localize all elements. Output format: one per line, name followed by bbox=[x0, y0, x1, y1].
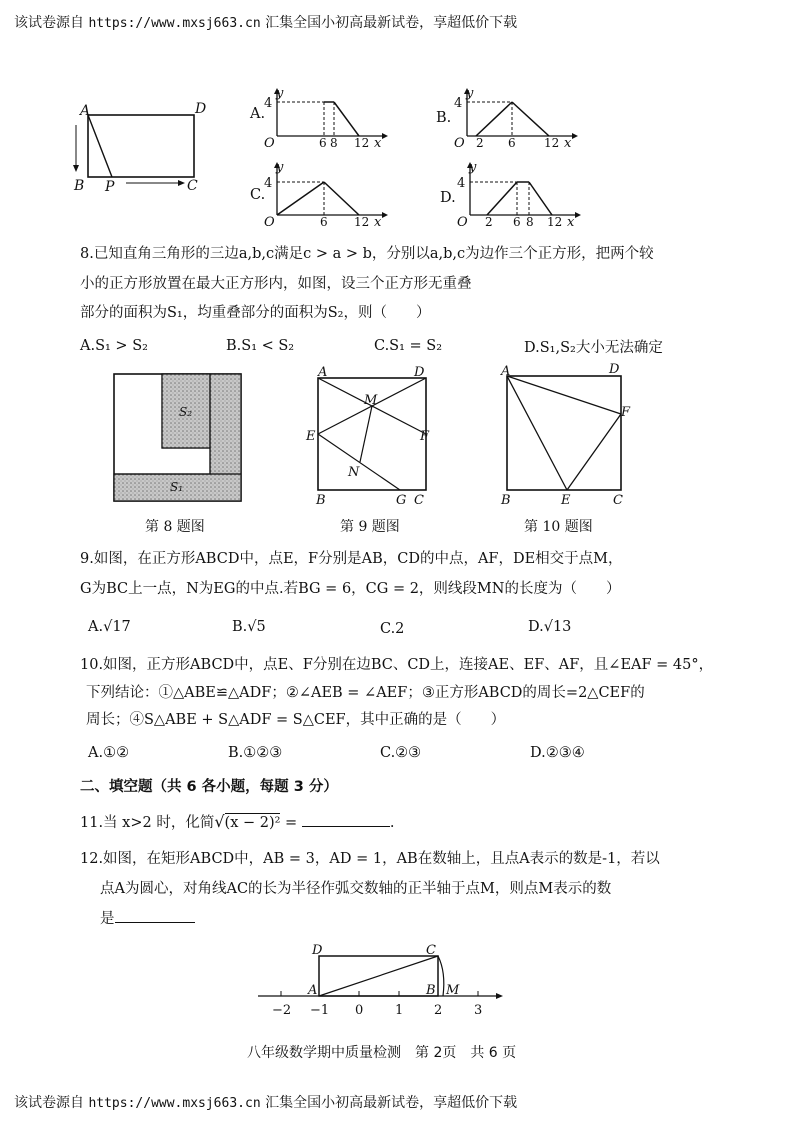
q9-line-2: G为BC上一点，N为EG的中点.若BG = 6，CG = 2，则线段MN的长度为（ ） bbox=[80, 581, 621, 597]
q11-end: . bbox=[389, 815, 395, 831]
q12-line-3-text: 是 bbox=[100, 911, 115, 927]
svg-text:12: 12 bbox=[354, 136, 370, 148]
svg-text:6: 6 bbox=[320, 215, 328, 228]
svg-text:C: C bbox=[414, 493, 424, 508]
q9-option-c[interactable]: C.2 bbox=[380, 621, 405, 637]
svg-text:6: 6 bbox=[319, 136, 327, 148]
source-footer bbox=[14, 1092, 517, 1112]
svg-text:B: B bbox=[501, 493, 511, 508]
svg-text:0: 0 bbox=[355, 1003, 364, 1018]
q11-answer-blank[interactable] bbox=[302, 812, 390, 827]
footer-url[interactable]: https://www.mxsj663.cn bbox=[88, 1096, 261, 1111]
q8-line-3: 部分的面积为S₁，均重叠部分的面积为S₂，则（ ） bbox=[80, 305, 431, 321]
svg-text:G: G bbox=[396, 493, 407, 508]
svg-text:D: D bbox=[414, 365, 425, 380]
q7-option-a-graph bbox=[262, 86, 392, 148]
sqrt-symbol: √ bbox=[214, 812, 225, 831]
footer-prefix: 该试卷源自 bbox=[14, 1095, 84, 1111]
svg-text:12: 12 bbox=[547, 215, 563, 228]
q12-line-3 bbox=[100, 908, 195, 929]
q10-line-2: 下列结论：①△ABE≌△ADF；②∠AEB = ∠AEF；③正方形ABCD的周长=2△CEF的 bbox=[86, 685, 645, 701]
q7-option-d-graph bbox=[455, 160, 590, 228]
svg-text:6: 6 bbox=[513, 215, 521, 228]
svg-text:M: M bbox=[364, 393, 378, 408]
q8-option-b[interactable]: B.S₁ < S₂ bbox=[226, 338, 295, 354]
svg-text:12: 12 bbox=[354, 215, 370, 228]
svg-text:3: 3 bbox=[474, 1003, 483, 1018]
svg-text:A: A bbox=[318, 365, 328, 380]
q7-rectangle-figure bbox=[60, 95, 210, 195]
svg-text:x: x bbox=[564, 136, 572, 148]
q8-option-c[interactable]: C.S₁ = S₂ bbox=[374, 338, 443, 354]
q8-line-1: 8.已知直角三角形的三边a,b,c满足c > a > b，分别以a,b,c为边作三个正方形，把两个较 bbox=[80, 246, 654, 262]
q12-number-line-figure bbox=[250, 938, 510, 1020]
q9-option-b[interactable]: B.√5 bbox=[232, 619, 266, 635]
fig8-s2: S₂ bbox=[179, 405, 193, 419]
caption-figure-10: 第 10 题图 bbox=[524, 519, 593, 535]
svg-text:2: 2 bbox=[485, 215, 493, 228]
svg-text:N: N bbox=[348, 465, 360, 480]
footer-suffix: 汇集全国小初高最新试卷，享超低价下载 bbox=[265, 1095, 518, 1111]
label-B: B bbox=[74, 178, 85, 194]
q7-option-b-graph bbox=[452, 86, 587, 148]
section-2-title: 二、填空题（共 6 各小题，每题 3 分） bbox=[80, 779, 338, 795]
q10-line-3: 周长；④S△ABE + S△ADF = S△CEF，其中正确的是（ ） bbox=[86, 712, 506, 728]
svg-text:F: F bbox=[420, 429, 430, 444]
svg-text:4: 4 bbox=[264, 176, 273, 191]
q10-option-b[interactable]: B.①②③ bbox=[228, 745, 283, 761]
svg-text:−2: −2 bbox=[272, 1003, 292, 1018]
q9-option-d[interactable]: D.√13 bbox=[528, 619, 572, 635]
q8-option-a[interactable]: A.S₁ > S₂ bbox=[80, 338, 148, 354]
q7-option-c-letter[interactable]: C. bbox=[250, 187, 266, 203]
q10-option-a[interactable]: A.①② bbox=[88, 745, 130, 761]
svg-text:C: C bbox=[613, 493, 623, 508]
svg-text:8: 8 bbox=[526, 215, 534, 228]
q11-text: 11.当 x>2 时，化简 bbox=[80, 815, 215, 831]
fig8-s1: S₁ bbox=[170, 480, 184, 494]
figure-8 bbox=[110, 370, 245, 505]
header-suffix: 汇集全国小初高最新试卷，享超低价下载 bbox=[265, 15, 518, 31]
q10-line-1: 10.如图，正方形ABCD中，点E、F分别在边BC、CD上，连接AE、EF、AF，且∠EAF = 45°， bbox=[80, 657, 714, 673]
svg-text:O: O bbox=[264, 215, 275, 228]
q7-option-b-letter[interactable]: B. bbox=[436, 110, 452, 126]
axis-y-label: y bbox=[276, 86, 284, 101]
q8-option-d[interactable]: D.S₁,S₂大小无法确定 bbox=[524, 340, 663, 356]
q11-line bbox=[80, 812, 394, 833]
svg-text:E: E bbox=[306, 429, 316, 444]
svg-text:D: D bbox=[609, 362, 620, 377]
svg-text:A: A bbox=[308, 983, 318, 998]
svg-text:2: 2 bbox=[476, 136, 484, 148]
caption-figure-9: 第 9 题图 bbox=[340, 519, 400, 535]
svg-text:x: x bbox=[374, 136, 382, 148]
svg-text:B: B bbox=[316, 493, 326, 508]
q7-option-a-letter[interactable]: A. bbox=[250, 106, 266, 122]
q7-option-c-graph bbox=[262, 160, 392, 228]
svg-text:O: O bbox=[264, 136, 275, 148]
svg-text:y: y bbox=[276, 160, 284, 175]
q10-option-d[interactable]: D.②③④ bbox=[530, 745, 585, 761]
label-P: P bbox=[105, 179, 115, 195]
svg-text:O: O bbox=[457, 215, 468, 228]
page-footer: 八年级数学期中质量检测 第 2页 共 6 页 bbox=[247, 1045, 517, 1061]
svg-text:8: 8 bbox=[330, 136, 338, 148]
q12-line-2: 点A为圆心，对角线AC的长为半径作弧交数轴的正半轴于点M，则点M表示的数 bbox=[100, 881, 612, 897]
svg-text:A: A bbox=[501, 364, 511, 379]
header-prefix: 该试卷源自 bbox=[14, 15, 84, 31]
svg-text:−1: −1 bbox=[310, 1003, 330, 1018]
q8-line-2: 小的正方形放置在最大正方形内，如图，设三个正方形无重叠 bbox=[80, 276, 472, 292]
svg-text:y: y bbox=[466, 86, 474, 101]
svg-text:6: 6 bbox=[508, 136, 516, 148]
q7-option-d-letter[interactable]: D. bbox=[440, 190, 456, 206]
header-url[interactable]: https://www.mxsj663.cn bbox=[88, 16, 261, 31]
svg-text:4: 4 bbox=[454, 96, 463, 111]
svg-text:M: M bbox=[446, 983, 460, 998]
svg-text:1: 1 bbox=[395, 1003, 404, 1018]
label-C: C bbox=[187, 178, 198, 194]
caption-figure-8: 第 8 题图 bbox=[145, 519, 205, 535]
label-A: A bbox=[80, 103, 91, 119]
svg-text:C: C bbox=[426, 943, 436, 958]
svg-text:2: 2 bbox=[434, 1003, 443, 1018]
figure-9 bbox=[300, 362, 440, 512]
svg-text:4: 4 bbox=[264, 96, 273, 111]
figure-10 bbox=[495, 360, 640, 510]
svg-text:O: O bbox=[454, 136, 465, 148]
source-header bbox=[14, 12, 517, 32]
svg-text:F: F bbox=[621, 405, 631, 420]
svg-text:12: 12 bbox=[544, 136, 560, 148]
svg-text:4: 4 bbox=[457, 176, 466, 191]
q12-answer-blank[interactable] bbox=[115, 908, 195, 923]
q10-option-c[interactable]: C.②③ bbox=[380, 745, 422, 761]
svg-text:x: x bbox=[374, 215, 382, 228]
q9-option-a[interactable]: A.√17 bbox=[88, 619, 131, 635]
svg-text:x: x bbox=[567, 215, 575, 228]
svg-text:D: D bbox=[312, 943, 323, 958]
svg-text:B: B bbox=[426, 983, 436, 998]
q11-radicand: (x − 2)² bbox=[224, 815, 281, 831]
q12-line-1: 12.如图，在矩形ABCD中，AB = 3，AD = 1，AB在数轴上，且点A表示的数是-1，若以 bbox=[80, 851, 660, 867]
label-D: D bbox=[195, 101, 207, 117]
q11-equals: = bbox=[280, 815, 302, 831]
q9-line-1: 9.如图，在正方形ABCD中，点E，F分别是AB，CD的中点，AF，DE相交于点M， bbox=[80, 551, 623, 567]
svg-text:y: y bbox=[469, 160, 477, 175]
svg-text:E: E bbox=[561, 493, 571, 508]
